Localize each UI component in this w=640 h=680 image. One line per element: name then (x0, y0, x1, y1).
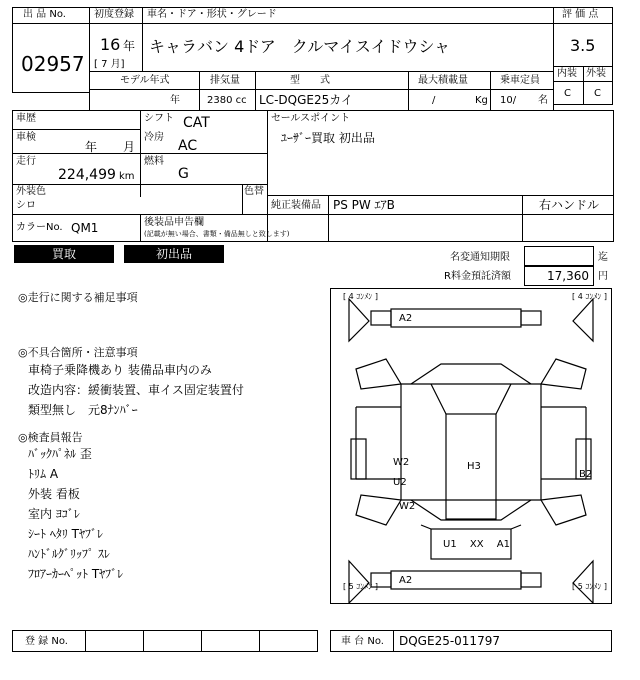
inspector-line: ﾄﾘﾑ A (28, 467, 59, 481)
recycle-value: 17,360 (547, 269, 589, 283)
equipment-value: PS PW ｴｱB (333, 198, 395, 212)
capacity-value: 10/ (500, 95, 517, 106)
specs-row (89, 71, 554, 111)
inspection-month: 月 (123, 140, 136, 154)
inspector-line: ﾊﾞｯｸﾊﾟﾈﾙ 歪 (28, 447, 92, 461)
chassis-value: DQGE25-011797 (399, 634, 500, 648)
damage-mark-left-u2: U2 (393, 477, 407, 488)
model-year-value: 年 (170, 95, 180, 106)
bottom-left-corner-label: [ 5 ｺﾝﾒﾝ ] (343, 582, 378, 591)
lot-label: 出 品 No. (23, 9, 66, 20)
equipment-label: 純正装備品 (271, 200, 321, 211)
name-change-unit: 迄 (598, 252, 608, 263)
first-reg-label: 初度登録 (94, 9, 134, 20)
rating-value: 3.5 (570, 36, 596, 55)
car-name: キャラバン 4ドア クルマイスイドウシャ (149, 37, 451, 56)
shift-value: CAT (183, 115, 210, 131)
inspector-line: ﾊﾝﾄﾞﾙｸﾞﾘｯﾌﾟ ｽﾚ (28, 547, 110, 561)
interior-grade: C (564, 88, 571, 99)
steering-value: 右ハンドル (539, 198, 600, 212)
car-name-box (142, 7, 554, 72)
registration-number-row (12, 630, 318, 652)
mileage-value: 224,499 (58, 167, 116, 183)
top-left-corner-label: [ 4 ｺﾝﾒﾝ ] (343, 292, 378, 301)
inspector-header: ◎検査員報告 (18, 431, 83, 444)
first-registration-box (89, 7, 143, 72)
inspector-line: 外装 看板 (28, 487, 80, 501)
buyback-badge: 買取 (14, 245, 114, 263)
reg-no-label: 登 録 No. (25, 636, 68, 647)
ac-value: AC (178, 138, 198, 154)
vehicle-diagram (330, 288, 612, 604)
chassis-number-row (330, 630, 612, 652)
fuel-label: 燃料 (144, 156, 164, 167)
first-reg-year: 16 (100, 35, 121, 54)
displacement-label: 排気量 (210, 75, 240, 86)
van-outline-diagram (331, 289, 611, 603)
top-right-corner-label: [ 4 ｺﾝﾒﾝ ] (572, 292, 607, 301)
name-change-field (524, 246, 594, 266)
defects-header: ◎不具合箇所・注意事項 (18, 346, 138, 359)
exterior-label: 外装 (586, 68, 606, 79)
aftermarket-label: 後装品申告欄 (144, 217, 204, 228)
defect-line: 改造内容：緩衝装置、車イス固定装置付 (28, 383, 244, 397)
driving-header: ◎走行に関する補足事項 (18, 291, 138, 304)
ext-color-label: 外装色 (16, 186, 46, 197)
recycle-unit: 円 (598, 271, 608, 282)
defect-line: 類型無し 元8ﾅﾝﾊﾞｰ (28, 403, 138, 417)
damage-mark-rear: B2 (579, 469, 593, 480)
rating-box (553, 7, 613, 105)
rating-label: 評 価 点 (562, 9, 599, 20)
damage-mark-roof: H3 (467, 461, 481, 472)
inspection-label: 車検 (16, 132, 36, 143)
capacity-unit: 名 (538, 95, 548, 106)
shift-label: シフト (144, 113, 174, 124)
sales-point-value: ﾕｰｻﾞｰ買取 初出品 (281, 131, 375, 145)
max-load-label: 最大積載量 (418, 75, 468, 86)
damage-mark-front: U1 XX A1 (443, 539, 510, 550)
first-reg-month: [ 7 月] (94, 59, 125, 70)
max-load-value: / (432, 95, 436, 106)
damage-mark-left-w2b: W2 (399, 501, 416, 512)
color-change-label: 色替 (244, 186, 264, 197)
damage-mark-left-w2a: W2 (393, 457, 410, 468)
capacity-label: 乗車定員 (500, 75, 540, 86)
first-listing-badge: 初出品 (124, 245, 224, 263)
recycle-field (524, 266, 594, 286)
color-no-label: カラーNo. (16, 222, 63, 233)
exterior-grade: C (594, 88, 601, 99)
displacement-value: 2380 cc (207, 95, 247, 106)
ac-label: 冷房 (144, 132, 164, 143)
car-name-label: 車名・ドア・形状・グレード (147, 9, 277, 20)
inspector-line: ﾌﾛｱｰｶｰﾍﾟｯﾄ Tﾔﾌﾞﾚ (28, 567, 124, 581)
lot-number-box (12, 7, 90, 93)
model-year-label: モデル年式 (120, 75, 170, 86)
bottom-right-corner-label: [ 5 ｺﾝﾒﾝ ] (572, 582, 607, 591)
year-suffix: 年 (123, 39, 136, 53)
type-label: 型 式 (290, 75, 330, 86)
inspector-line: ｼｰﾄ ﾍﾀﾘ Tﾔﾌﾞﾚ (28, 527, 103, 541)
aftermarket-note: (記載が無い場合、書類・備品無しと致します) (144, 230, 290, 238)
chassis-label: 車 台 No. (341, 636, 384, 647)
type-value: LC-DQGE25カイ (259, 93, 353, 107)
max-load-unit: Kg (475, 95, 488, 106)
defect-line: 車椅子乗降機あり 装備品車内のみ (28, 363, 212, 377)
interior-label: 内装 (557, 68, 577, 79)
recycle-label: R料金預託済額 (444, 271, 511, 282)
mileage-unit: km (119, 171, 135, 182)
color-no-value: QM1 (71, 221, 99, 235)
inspection-year: 年 (85, 140, 98, 154)
sales-point-label: セールスポイント (271, 113, 351, 124)
inspector-line: 室内 ﾖｺﾞﾚ (28, 507, 80, 521)
mileage-label: 走行 (16, 156, 36, 167)
name-change-label: 名変通知期限 (450, 252, 510, 263)
damage-mark-bottom-side: A2 (399, 575, 413, 586)
details-grid (12, 110, 614, 242)
damage-mark-top-side: A2 (399, 313, 413, 324)
fuel-value: G (178, 166, 189, 182)
ext-color-value: シロ (16, 200, 36, 211)
history-label: 車歴 (16, 113, 36, 124)
lot-number: 02957 (21, 52, 85, 76)
